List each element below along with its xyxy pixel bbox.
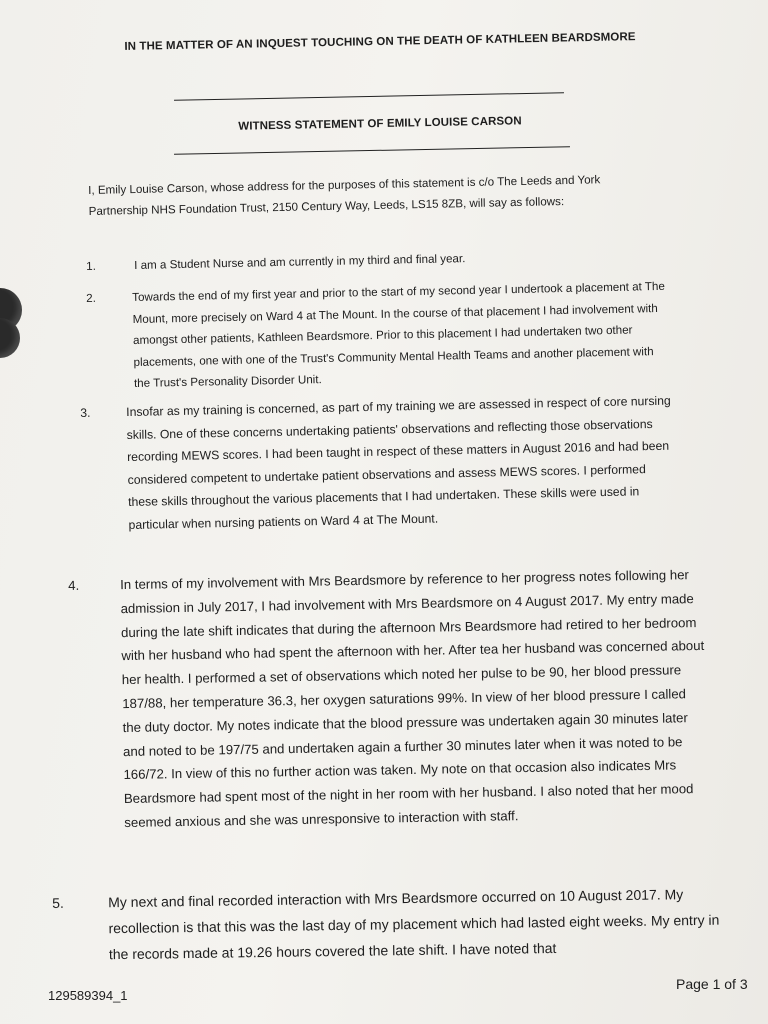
paragraph-5: [52, 880, 736, 963]
paragraph-number: 1.: [86, 259, 97, 273]
paragraph-number: 5.: [52, 894, 64, 911]
paragraph-text: In terms of my involvement with Mrs Beardsmore by reference to her progress notes following her admission in July 2017, I had involvement with Mrs Beardsmore on 4 August 2017. My entry made during the late shift indicates that during the afternoon Mrs Beardsmore had retired to her bedroom with her husband who had spent the afternoon with her. After tea her husband was concerned about her health. I performed a set of observations which noted her pulse to be 90, her blood pressure 187/88, her temperature 36.3, her oxygen saturations 99%. In view of her blood pressure I called the duty doctor. My notes indicate that the blood pressure was undertaken again 30 minutes later and noted to be 197/75 and undertaken again a further 30 minutes later when it was noted to be 166/72. In view of this no further action was taken. My note on that occasion also indicates Mrs Beardsmore had spent most of the night in her room with her husband. I also noted that her mood seemed anxious and she was unresponsive to interaction with staff.: [120, 567, 705, 831]
title-rule: [174, 146, 570, 155]
statement-title: WITNESS STATEMENT OF EMILY LOUISE CARSON: [238, 115, 522, 133]
paragraph-2: [86, 276, 666, 391]
paragraph-4: [68, 563, 705, 831]
inquest-heading: IN THE MATTER OF AN INQUEST TOUCHING ON THE DEATH OF KATHLEEN BEARDSMORE: [124, 31, 636, 53]
paragraph-text: My next and final recorded interaction with Mrs Beardsmore occurred on 10 August 2017. My recollection is that this was the last day of my placement which had lasted eight weeks. My entry in the records made at 19.26 hours covered the late shift. I have noted that: [108, 886, 720, 963]
document-reference: 129589394_1: [48, 988, 128, 1003]
paragraph-text: Towards the end of my first year and prior to the start of my second year I undertook a placement at The Mount, more precisely on Ward 4 at The Mount. In the course of that placement I had involvement with amongst other patients, Kathleen Beardsmore. Prior to this placement I had undertaken two other placements, one with one of the Trust's Community Mental Health Teams and another placement with the Trust's Personality Disorder Unit.: [132, 279, 665, 391]
paragraph-number: 3.: [80, 405, 91, 420]
paragraph-number: 4.: [68, 577, 80, 593]
page-number: Page 1 of 3: [676, 976, 748, 992]
paragraph-1: [86, 244, 666, 273]
intro-paragraph: I, Emily Louise Carson, whose address for the purposes of this statement is c/o The Leeds and York Partnership NHS Foundation Trust, 2150 Century Way, Leeds, LS15 8ZB, will say as follows:: [88, 173, 601, 218]
paragraph-text: Insofar as my training is concerned, as part of my training we are assessed in respect of core nursing skills. One of these concerns undertaking patients' observations and reflecting those observations recording MEWS scores. I had been taught in respect of these matters in August 2016 and had been considered competent to undertake patient observations and assess MEWS scores. I performed these skills throughout the various placements that I had undertaken. These skills were used in particular when nursing patients on Ward 4 at The Mount.: [126, 393, 671, 532]
paragraph-number: 2.: [86, 291, 97, 305]
paragraph-text: I am a Student Nurse and am currently in my third and final year.: [134, 252, 466, 272]
heading-rule: [174, 92, 564, 100]
punch-hole: [0, 318, 20, 358]
